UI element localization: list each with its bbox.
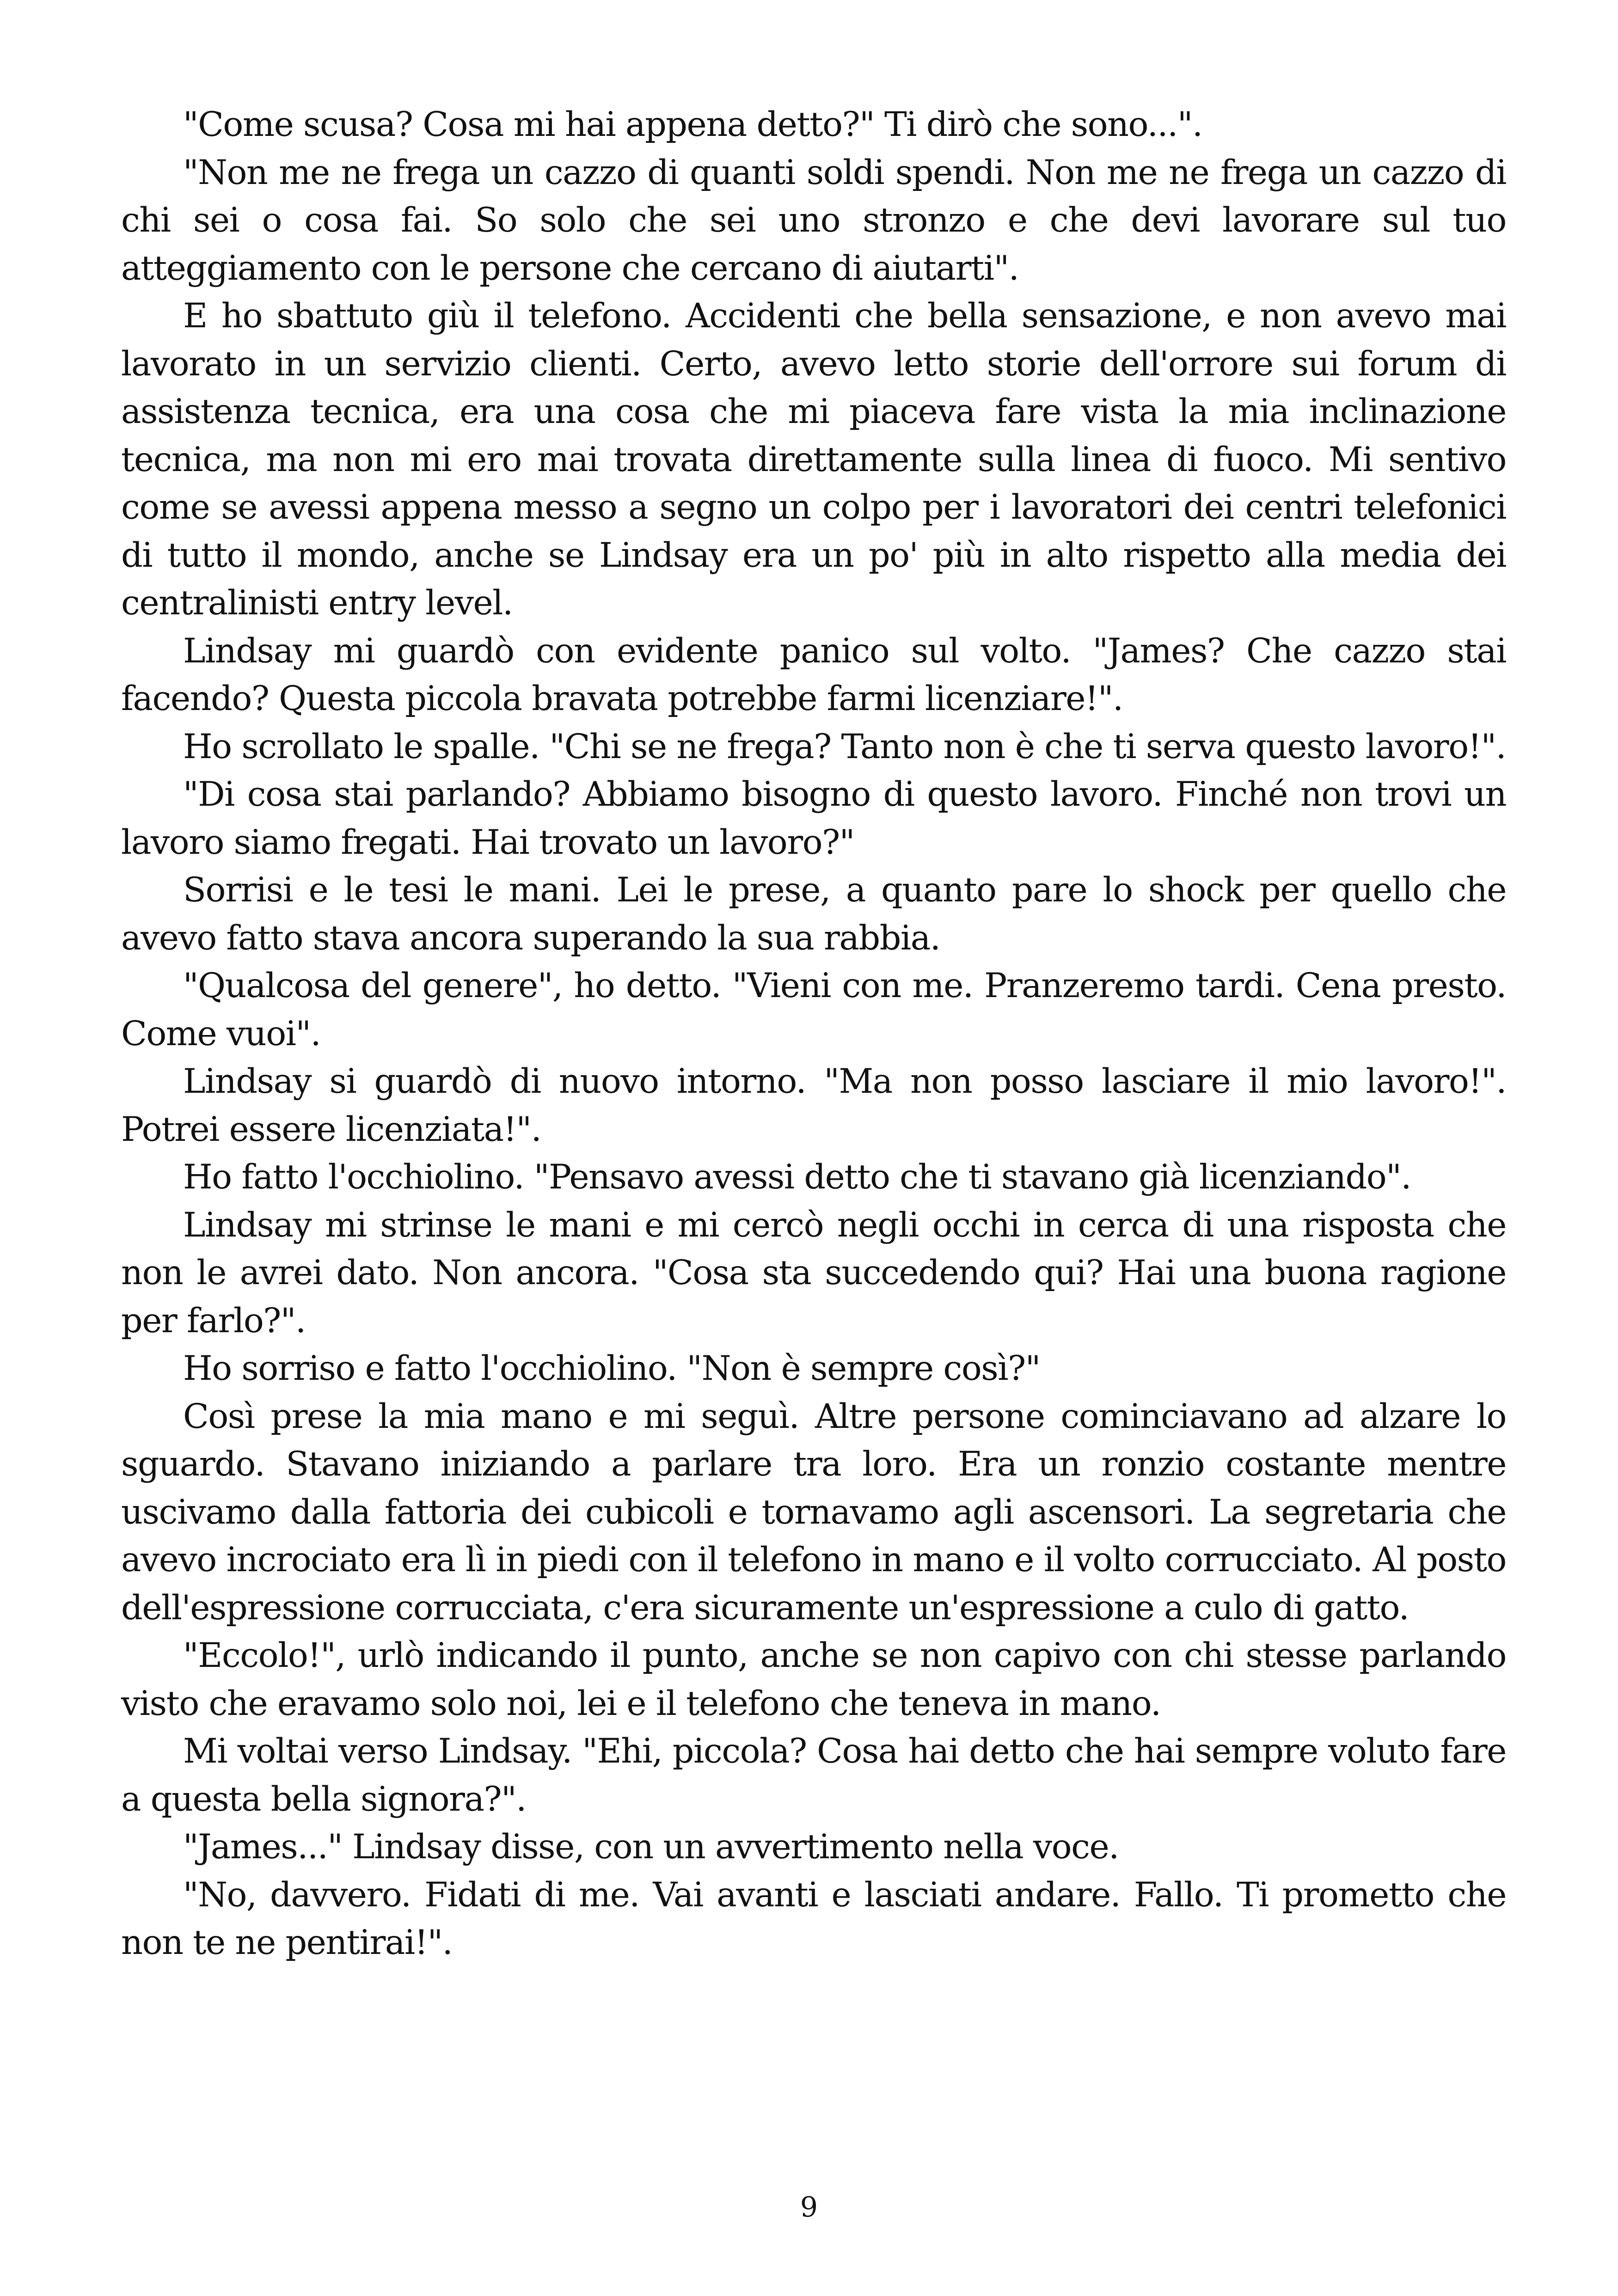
paragraph: "James..." Lindsay disse, con un avvertimento nella voce. <box>183 1827 1119 1867</box>
paragraph: Lindsay mi guardò con evidente panico sul volto. "James? Che cazzo stai facendo? Questa piccola bravata potrebbe farmi licenziare!". <box>121 631 1506 718</box>
paragraph: Così prese la mia mano e mi seguì. Altre persone cominciavano ad alzare lo sguardo. Stavano iniziando a parlare tra loro. Era un ronzio costante mentre uscivamo dalla fattoria dei cubicoli e tornavamo agli ascensori. La segretaria che avevo incrociato era lì in piedi con il telefono in mano e il volto corrucciato. Al posto dell'espressione corrucciata, c'era sicuramente un'espressione a culo di gatto. <box>121 1396 1506 1628</box>
paragraph: "Non me ne frega un cazzo di quanti soldi spendi. Non me ne frega un cazzo di chi sei o cosa fai. So solo che sei uno stronzo e che devi lavorare sul tuo atteggiamento con le persone che cercano di aiutarti". <box>121 153 1506 288</box>
paragraph: "No, davvero. Fidati di me. Vai avanti e lasciati andare. Fallo. Ti prometto che non te ne pentirai!". <box>121 1875 1506 1962</box>
page-number: 9 <box>800 2191 818 2223</box>
paragraph: "Eccolo!", urlò indicando il punto, anche se non capivo con chi stesse parlando visto che eravamo solo noi, lei e il telefono che teneva in mano. <box>121 1636 1506 1723</box>
body-text <box>121 101 1506 1967</box>
paragraph: "Di cosa stai parlando? Abbiamo bisogno di questo lavoro. Finché non trovi un lavoro siamo fregati. Hai trovato un lavoro?" <box>121 775 1506 862</box>
paragraph: Mi voltai verso Lindsay. "Ehi, piccola? Cosa hai detto che hai sempre voluto fare a questa bella signora?". <box>121 1732 1506 1819</box>
paragraph: Ho fatto l'occhiolino. "Pensavo avessi detto che ti stavano già licenziando". <box>183 1157 1411 1197</box>
paragraph: Ho sorriso e fatto l'occhiolino. "Non è sempre così?" <box>183 1349 1040 1388</box>
paragraph: Sorrisi e le tesi le mani. Lei le prese, a quanto pare lo shock per quello che avevo fatto stava ancora superando la sua rabbia. <box>121 870 1506 958</box>
paragraph: Ho scrollato le spalle. "Chi se ne frega? Tanto non è che ti serva questo lavoro!". <box>183 727 1506 766</box>
paragraph: Lindsay si guardò di nuovo intorno. "Ma non posso lasciare il mio lavoro!". Potrei essere licenziata!". <box>121 1062 1506 1149</box>
paragraph: "Qualcosa del genere", ho detto. "Vieni con me. Pranzeremo tardi. Cena presto. Come vuoi". <box>121 966 1506 1053</box>
paragraph: Lindsay mi strinse le mani e mi cercò negli occhi in cerca di una risposta che non le avrei dato. Non ancora. "Cosa sta succedendo qui? Hai una buona ragione per farlo?". <box>121 1205 1506 1341</box>
paragraph: E ho sbattuto giù il telefono. Accidenti che bella sensazione, e non avevo mai lavorato in un servizio clienti. Certo, avevo letto storie dell'orrore sui forum di assistenza tecnica, era una cosa che mi piaceva fare vista la mia inclinazione tecnica, ma non mi ero mai trovata direttamente sulla linea di fuoco. Mi sentivo come se avessi appena messo a segno un colpo per i lavoratori dei centri telefonici di tutto il mondo, anche se Lindsay era un po' più in alto rispetto alla media dei centralinisti entry level. <box>121 296 1506 623</box>
paragraph: "Come scusa? Cosa mi hai appena detto?" Ti dirò che sono...". <box>183 105 1202 144</box>
